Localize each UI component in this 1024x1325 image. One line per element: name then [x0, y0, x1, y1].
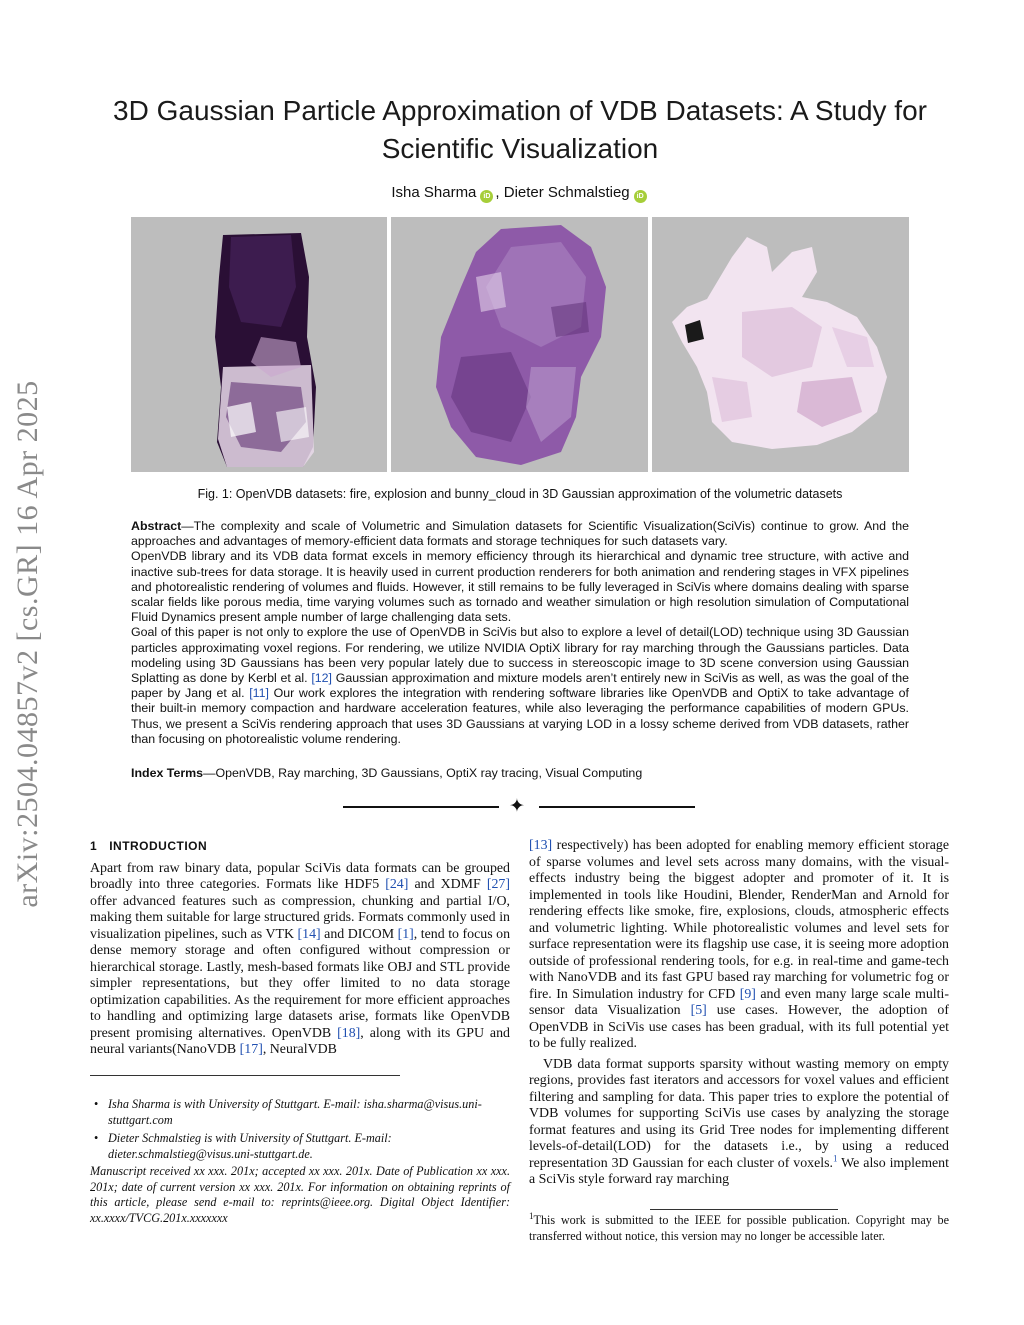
affiliation-item: • Isha Sharma is with University of Stuttgart. E-mail: isha.sharma@visus.uni-stuttgart.com — [90, 1097, 510, 1128]
body-text: VDB data format supports sparsity without wasting memory on empty regions, provides fast iterators and accessors for voxel values and efficient filtering and sampling for data. This paper tries to explore the potential of VDB volumes for supporting SciVis use cases by analyzing the storage format features and using its Grid Tree nodes for implementing different levels-of-detail(LOD) for the datasets i.e., by using a reduced representation 3D Gaussian for each cluster of voxels. — [529, 1056, 949, 1171]
citation-link[interactable]: [27] — [486, 877, 510, 892]
orcid-icon[interactable]: iD — [480, 190, 493, 203]
intro-paragraph-2 — [529, 1057, 949, 1189]
citation-link[interactable]: [1] — [397, 926, 414, 942]
figure-1 — [131, 217, 909, 472]
intro-paragraph-1-continued — [529, 838, 949, 1053]
abstract-dash: — — [181, 519, 194, 533]
paper-title: 3D Gaussian Particle Approximation of VDB Datasets: A Study for Scientific Visualization — [113, 95, 927, 164]
body-text: , along with its GPU and neural variants(NanoVDB — [90, 1025, 510, 1057]
section-title: INTRODUCTION — [109, 839, 208, 853]
footnote-rule — [650, 1209, 838, 1210]
abstract-paragraph-1 — [131, 519, 909, 549]
body-text: use cases. However, the adoption of OpenVDB in SciVis use cases has been gradual, with its full potential yet to be fully realized. — [529, 1003, 949, 1051]
abstract-text: Goal of this paper is not only to explore the use of OpenVDB in SciVis but also to explore a level of detail(LOD) technique using 3D Gaussian particles approximating voxel regions. For rendering, we utilize NVIDIA OptiX library for ray marching through the Gaussians particles. Data modeling using 3D Gaussians has been very popular lately due to success in stereoscopic image to 3D scene conversion using Gaussian Splatting as done by Kerbl et al. — [131, 625, 909, 686]
footnote — [529, 1210, 949, 1244]
footnote-rule — [90, 1075, 400, 1076]
column-left — [90, 838, 510, 1059]
abstract — [131, 519, 909, 747]
section-heading — [90, 838, 510, 855]
fire-render-image — [131, 217, 387, 472]
arxiv-watermark: arXiv:2504.04857v2 [cs.GR] 16 Apr 2025 — [11, 380, 44, 908]
intro-paragraph-1 — [90, 861, 510, 1059]
author-separator: , — [495, 184, 504, 201]
explosion-render-image — [391, 217, 648, 472]
footnote-number: 1 — [529, 1210, 534, 1221]
footnote-text: This work is submitted to the IEEE for possible publication. Copyright may be transferred without notice, this version may no longer be accessible later. — [529, 1213, 949, 1243]
body-text: , tend to focus on dense memory storage and often configured without compression or hierarchical storage. Lastly, mesh-based formats like OBJ and STL provide simpler representations, but they offer limited to no data storage optimization capabilities. As the requirement for more efficient approaches to handling and optimizing large datasets arise, formats like OpenVDB present promising alternatives. OpenVDB — [90, 926, 511, 1041]
citation-link[interactable]: [5] — [690, 1003, 707, 1018]
index-terms-text: OpenVDB, Ray marching, 3D Gaussians, OptiX ray tracing, Visual Computing — [215, 766, 643, 780]
citation-link[interactable]: [24] — [385, 877, 409, 892]
column-right — [529, 838, 949, 1189]
figure-panel-explosion — [391, 217, 648, 472]
citation-link[interactable]: [14] — [297, 926, 321, 942]
citation-link[interactable]: [13] — [529, 838, 553, 853]
index-terms — [131, 766, 909, 780]
author-name: Dieter Schmalstieg — [503, 184, 630, 201]
section-separator — [343, 797, 698, 817]
citation-link[interactable]: [18] — [337, 1025, 361, 1041]
figure-panel-bunny-cloud — [652, 217, 909, 472]
abstract-paragraph-2: OpenVDB library and its VDB data format excels in memory efficiency through its hierarchical and dynamic tree structure, with active and inactive sub-trees for data storage. It is heavily used in current production renderers for both animation and rendering stages in VFX pipelines and photorealistic rendering of volumes and fluids. However, it still remains to be fully leveraged in SciVis where domains dealing with sparse scalar fields like porous media, time varying volumes such as tornado and weather simulation or high resolution simulation of Computational Fluid Dynamics present ample number of large challenging data sets. — [131, 549, 909, 625]
abstract-text: Our work explores the integration with rendering software libraries like OpenVDB and OptiX to take advantage of their built-in memory compaction and hardware acceleration features, while also leveraging the performance capabilities of modern GPUs. Thus, we present a SciVis rendering approach that uses 3D Gaussians at varying LOD in a lossy scheme derived from VDB datasets, rather than focusing on photorealistic volume rendering. — [131, 686, 910, 746]
section-number: 1 — [90, 839, 98, 853]
author-affiliations — [90, 1097, 510, 1165]
abstract-text: Gaussian approximation and mixture models aren’t entirely new in SciVis as well, as was the goal of the paper by Jang et al. — [131, 671, 909, 701]
body-text: and even many large scale multi-sensor data Visualization — [529, 986, 949, 1018]
separator-line — [343, 806, 499, 808]
orcid-icon[interactable]: iD — [634, 190, 647, 203]
citation-link[interactable]: [12] — [311, 671, 332, 686]
figure-caption: Fig. 1: OpenVDB datasets: fire, explosion and bunny_cloud in 3D Gaussian approximation of the volumetric datasets — [197, 487, 843, 501]
body-text: and DICOM — [320, 926, 398, 942]
body-text: respectively) has been adopted for enabling memory efficient storage of sparse volumes and level sets across many domains, with the visual-effects industry being the biggest adopter and promoter of it. It is implemented in tools like Houdini, Blender, RenderMan and Arnold for rendering effects like smoke, fire, explosions, clouds, atmospheric effects and volumetric lighting. While photorealistic volumes and level sets for surface representation were its flagship use case, it is seeing more adoption outside of professional rendering tools, for e.g. in real-time and game-tech with NanoVDB and its fast GPU based ray marching for volumetric fog or fire. In Simulation industry for CFD — [529, 838, 949, 1002]
body-text: We also implement a SciVis style forward ray marching — [529, 1155, 949, 1187]
body-text: and XDMF — [408, 877, 487, 892]
citation-link[interactable]: [17] — [239, 1042, 263, 1057]
body-text: Apart from raw binary data, popular SciVis data formats can be grouped broadly into three categories. Formats like HDF5 — [90, 860, 510, 892]
index-terms-label: Index Terms — [131, 766, 204, 780]
abstract-text: The complexity and scale of Volumetric and Simulation datasets for Scientific Visualization(SciVis) continue to grow. And the approaches and advantages of memory-efficient data formats and storage techniques for such datasets vary. — [131, 519, 909, 549]
index-terms-dash: — — [203, 766, 216, 780]
separator-star-icon: ✦ — [509, 796, 525, 817]
separator-line — [539, 806, 695, 808]
citation-link[interactable]: [9] — [739, 986, 756, 1002]
body-text: offer advanced features such as compression, chunking and partial I/O, making them suitable for large structured grids. Formats commonly used in visualization pipelines, such as VTK — [90, 893, 510, 942]
author-name: Isha Sharma — [391, 184, 477, 201]
affiliation-item: • Dieter Schmalstieg is with University of Stuttgart. E-mail: dieter.schmalstieg@visus.uni-stuttgart.de. — [90, 1131, 510, 1162]
abstract-label: Abstract — [131, 519, 182, 533]
bunny-cloud-render-image — [652, 217, 909, 472]
abstract-paragraph-3 — [131, 625, 909, 747]
manuscript-note: Manuscript received xx xxx. 201x; accepted xx xxx. 201x. Date of Publication xx xxx. 201x; date of current version xx xxx. 201x. For information on obtaining reprints of this article, please send e-mail to: reprints@ieee.org. Digital Object Identifier: xx.xxxx/TVCG.201x.xxxxxxx — [90, 1164, 510, 1225]
footnote-marker[interactable]: 1 — [833, 1152, 838, 1163]
body-text: , NeuralVDB — [262, 1042, 337, 1057]
citation-link[interactable]: [11] — [249, 686, 269, 701]
author-list — [80, 184, 960, 203]
figure-panel-fire — [131, 217, 387, 472]
